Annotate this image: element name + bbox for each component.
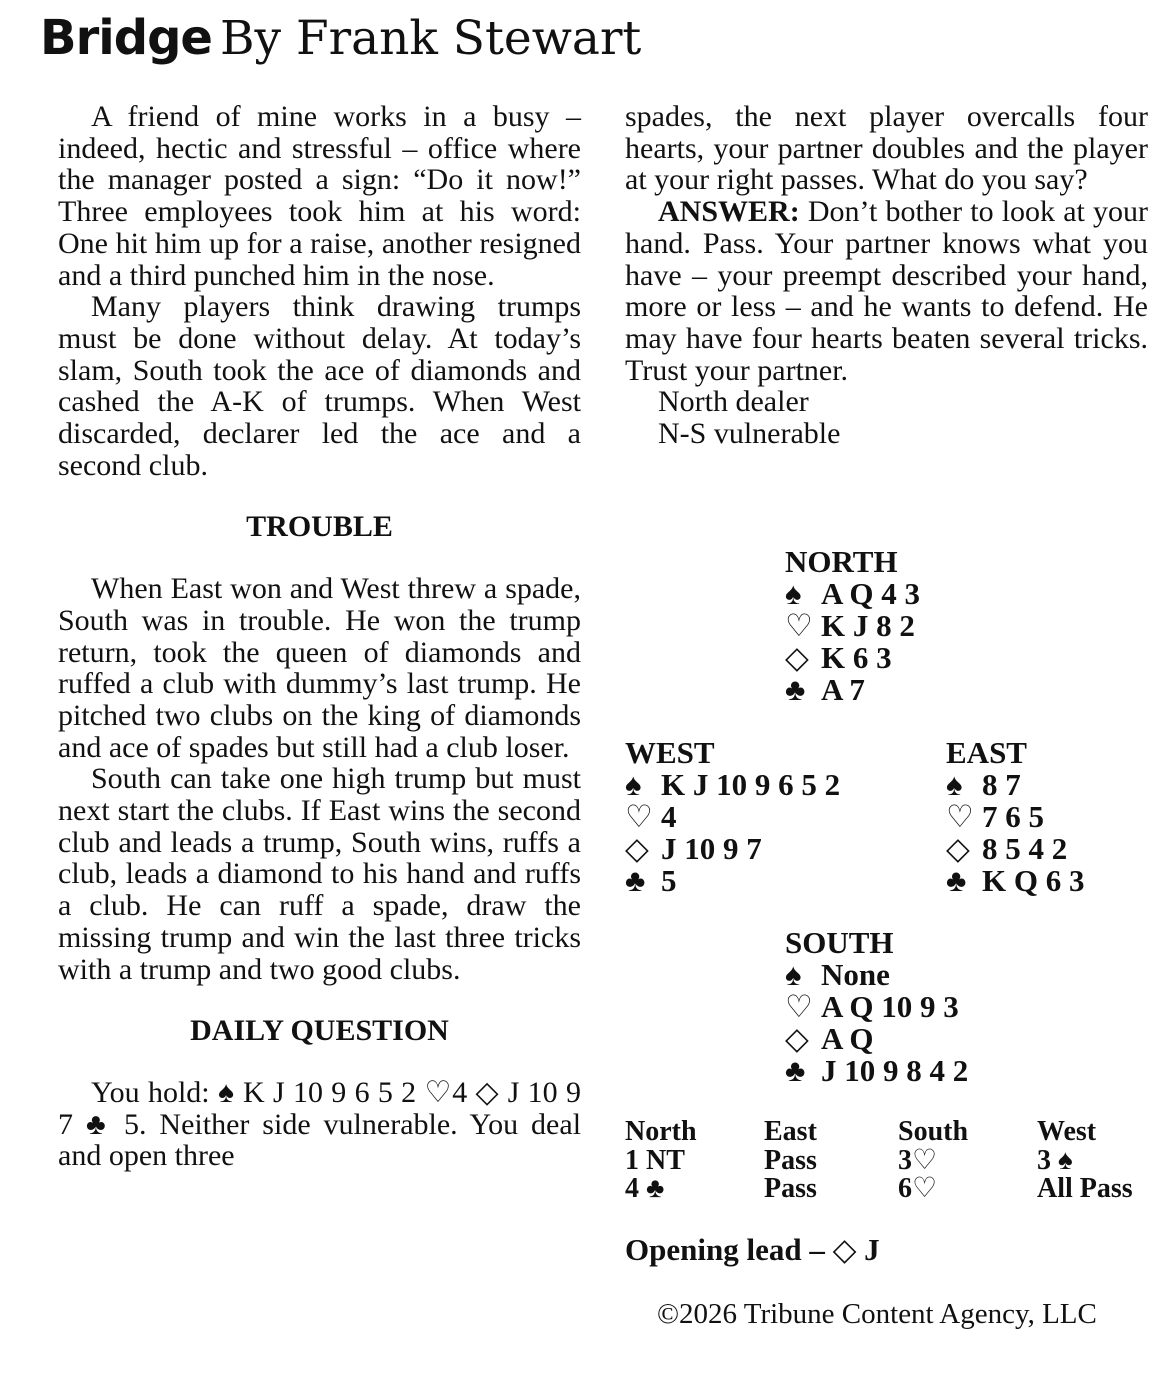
spades-holding: ♠ 8 7 bbox=[946, 767, 1021, 802]
vulnerability-info: N-S vulnerable bbox=[658, 417, 841, 451]
club-icon: ♣ bbox=[946, 863, 967, 898]
bid-cell: Pass bbox=[764, 1173, 817, 1204]
spades-holding: ♠ K J 10 9 6 5 2 bbox=[625, 767, 841, 802]
spades-holding: ♠ None bbox=[785, 957, 890, 992]
diamond-icon: ◇ bbox=[946, 831, 970, 866]
hearts-holding: ♡ A Q 10 9 3 bbox=[785, 989, 959, 1024]
question-clubs: ♣ 5. bbox=[85, 1107, 147, 1141]
heart-icon: ♡ bbox=[785, 608, 813, 643]
spades-holding: ♠ A Q 4 3 bbox=[785, 576, 921, 611]
trouble-heading: TROUBLE bbox=[246, 510, 393, 544]
answer-label: ANSWER: bbox=[658, 195, 800, 229]
diamond-icon: ◇ bbox=[785, 1021, 809, 1056]
solution-paragraph: South can take one high trump but must next start the clubs. If East wins the second club and leads a trump, South wins, ruffs a club, leads a diamond to his hand and ruffs a club. He can ruff a spade, draw the missing trump and win the last three tricks with a trump and two good clubs. bbox=[58, 762, 581, 986]
spade-icon: ♠ bbox=[625, 767, 642, 802]
daily-question-heading: DAILY QUESTION bbox=[190, 1014, 449, 1048]
bidding-header-west: West bbox=[1037, 1116, 1097, 1147]
bidding-header-north: North bbox=[625, 1116, 697, 1147]
answer-paragraph bbox=[625, 196, 1148, 386]
west-hand bbox=[625, 737, 840, 897]
answer-text: Don’t bother to look at your hand. Pass. Your partner knows what you have – your preempt described your hand, more or less – and he wants to defend. He may have four hearts beaten several tricks. Trust your partner. bbox=[625, 195, 1148, 387]
question-paragraph bbox=[58, 1077, 581, 1172]
south-hand bbox=[785, 927, 968, 1087]
club-icon: ♣ bbox=[625, 863, 646, 898]
hearts-holding: ♡ K J 8 2 bbox=[785, 608, 915, 643]
dealer-info: North dealer bbox=[658, 385, 809, 419]
clubs-holding: ♣ A 7 bbox=[785, 672, 865, 707]
hand-label: SOUTH bbox=[785, 925, 894, 960]
slam-paragraph: Many players think drawing trumps must be done without delay. At today’s slam, South took the ace of diamonds and cashed the A-K of trumps. When West discarded, declarer led the ace and a second club. bbox=[58, 290, 581, 482]
hand-label: EAST bbox=[946, 735, 1027, 770]
opening-lead: Opening lead – ◇ J bbox=[625, 1232, 880, 1267]
diamond-icon: ◇ bbox=[785, 640, 809, 675]
clubs-holding: ♣ J 10 9 8 4 2 bbox=[785, 1053, 969, 1088]
club-icon: ♣ bbox=[785, 1053, 806, 1088]
bid-cell: 3♡ bbox=[898, 1144, 938, 1176]
copyright: ©2026 Tribune Content Agency, LLC bbox=[657, 1298, 1097, 1330]
bid-cell: Pass bbox=[764, 1144, 817, 1176]
heart-icon: ♡ bbox=[785, 989, 813, 1024]
diamonds-holding: ◇ A Q bbox=[785, 1021, 874, 1056]
north-hand bbox=[785, 546, 920, 706]
byline: By Frank Stewart bbox=[219, 11, 642, 66]
diamonds-holding: ◇ J 10 9 7 bbox=[625, 831, 762, 866]
hand-label: WEST bbox=[625, 735, 715, 770]
east-hand bbox=[946, 737, 1084, 897]
bid-cell: All Pass bbox=[1037, 1173, 1133, 1204]
club-icon: ♣ bbox=[785, 672, 806, 707]
column-header bbox=[40, 10, 642, 66]
question-hearts: ♡4 bbox=[424, 1075, 468, 1109]
bidding-row bbox=[625, 1144, 1157, 1176]
clubs-holding: ♣ K Q 6 3 bbox=[946, 863, 1085, 898]
bidding-header-row bbox=[625, 1118, 1157, 1147]
clubs-holding: ♣ 5 bbox=[625, 863, 677, 898]
hearts-holding: ♡ 4 bbox=[625, 799, 677, 834]
spade-icon: ♠ bbox=[785, 957, 802, 992]
bidding-header-east: East bbox=[764, 1116, 817, 1147]
diamonds-holding: ◇ K 6 3 bbox=[785, 640, 892, 675]
bidding-row bbox=[625, 1175, 1157, 1204]
trouble-paragraph: When East won and West threw a spade, South was in trouble. He won the trump return, took the queen of diamonds and ruffed a club with dummy’s last trump. He pitched two clubs on the king of diamonds and ace of spades but still had a club loser. bbox=[58, 572, 581, 764]
question-you-hold: You hold: bbox=[91, 1075, 210, 1109]
question-continued: spades, the next player overcalls four hearts, your partner doubles and the player at your right passes. What do you say? bbox=[625, 100, 1148, 197]
bid-cell: 3 ♠ bbox=[1037, 1144, 1073, 1176]
diamonds-holding: ◇ 8 5 4 2 bbox=[946, 831, 1068, 866]
intro-paragraph: A friend of mine works in a busy – indeed, hectic and stressful – office where the manager posted a sign: “Do it now!” Three employees took him at his word: One hit him up for a raise, another resigned and a third punched him in the nose. bbox=[58, 100, 581, 292]
question-diamonds: ◇ J 10 9 7 bbox=[58, 1075, 581, 1141]
question-spades: ♠ K J 10 9 6 5 2 bbox=[217, 1075, 417, 1109]
heart-icon: ♡ bbox=[946, 799, 974, 834]
spade-icon: ♠ bbox=[946, 767, 963, 802]
question-text: Neither side vulnerable. You deal and open three bbox=[58, 1107, 582, 1173]
hearts-holding: ♡ 7 6 5 bbox=[946, 799, 1044, 834]
spade-icon: ♠ bbox=[785, 576, 802, 611]
right-column bbox=[625, 101, 1148, 450]
bidding-header-south: South bbox=[898, 1116, 969, 1147]
diamond-icon: ◇ bbox=[625, 831, 649, 866]
bidding-table bbox=[625, 1118, 1157, 1204]
bid-cell: 6♡ bbox=[898, 1173, 938, 1204]
column-title: Bridge bbox=[40, 10, 212, 66]
hand-label: NORTH bbox=[785, 544, 898, 579]
heart-icon: ♡ bbox=[625, 799, 653, 834]
bid-cell: 1 NT bbox=[625, 1144, 685, 1176]
left-column bbox=[58, 101, 581, 1172]
bid-cell: 4 ♣ bbox=[625, 1173, 665, 1204]
